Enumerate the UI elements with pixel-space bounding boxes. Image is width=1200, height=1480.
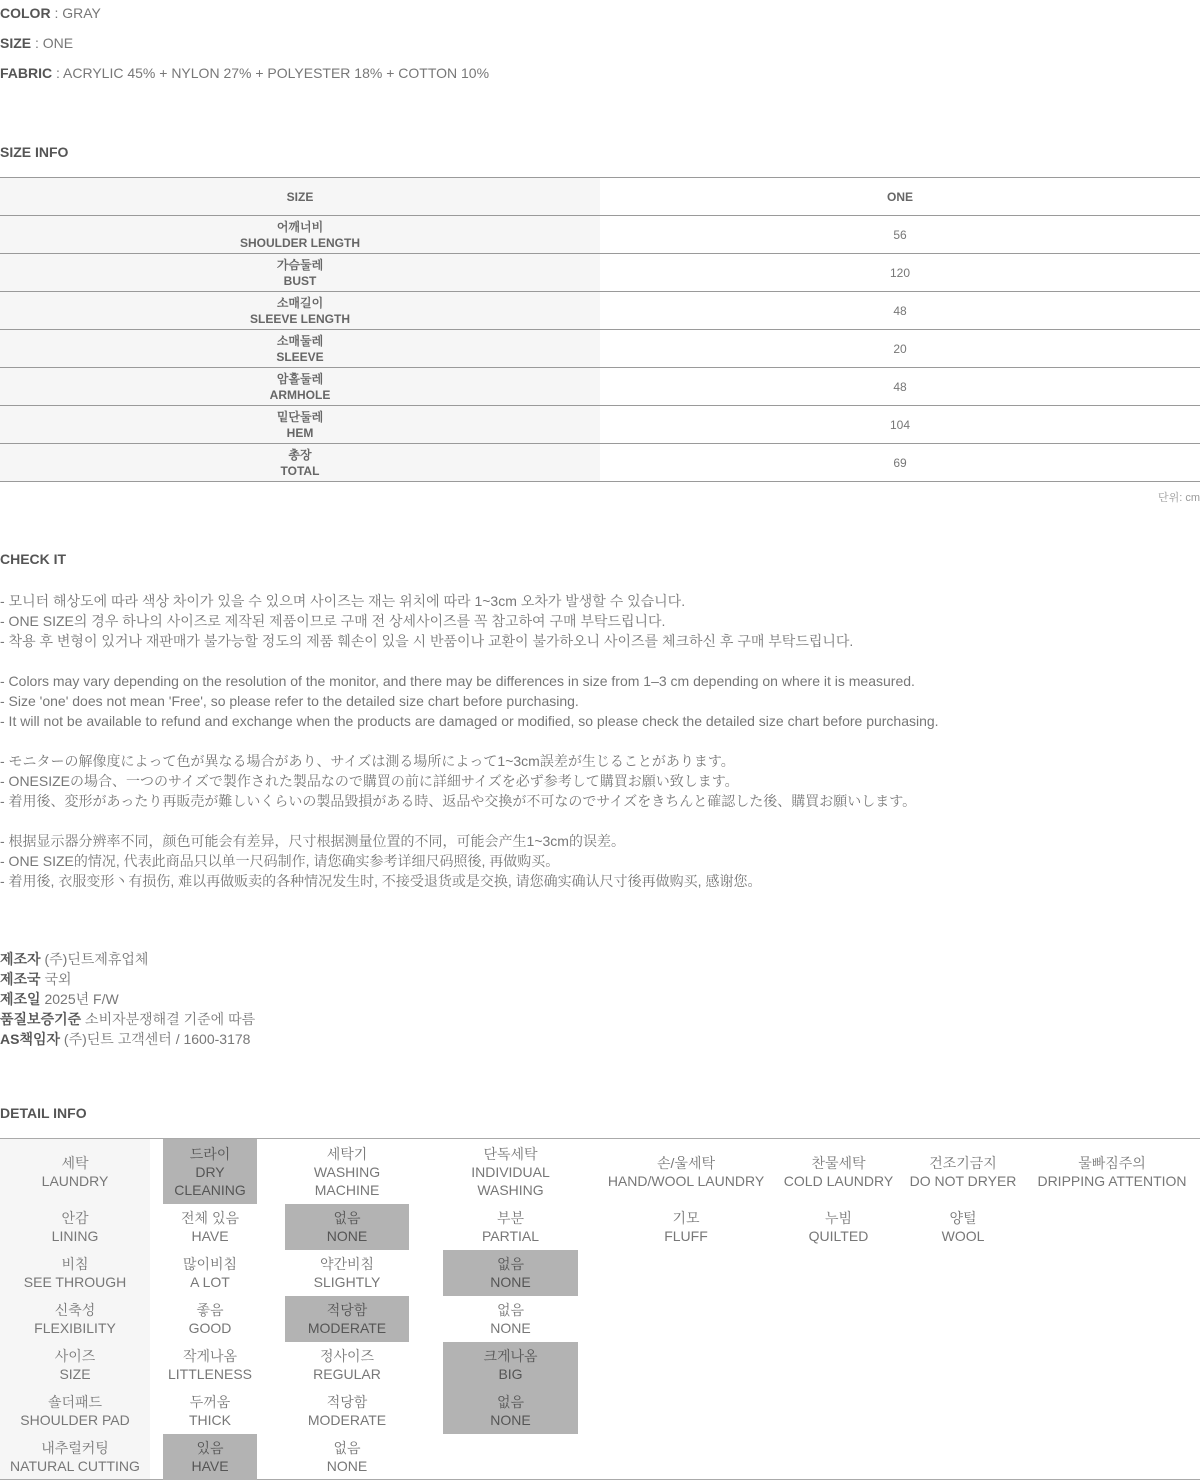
detail-option [285, 1250, 409, 1296]
detail-row-label [0, 1434, 150, 1480]
size-row-label [0, 216, 600, 254]
manufacturer-row [0, 1029, 255, 1049]
size-row-label-en: BUST [283, 273, 317, 288]
detail-option-text: 정사이즈 [319, 1348, 375, 1364]
size-row-value: 48 [600, 292, 1200, 330]
manufacturer-key: 제조일 [0, 991, 41, 1007]
detail-option [285, 1296, 409, 1342]
detail-row-label [0, 1204, 150, 1250]
size-row-label [0, 444, 600, 482]
detail-option [781, 1139, 896, 1204]
manufacturer-info [0, 949, 255, 1049]
size-row [0, 216, 1200, 254]
detail-option [163, 1296, 257, 1342]
manufacturer-key: AS책임자 [0, 1031, 61, 1047]
detail-option-text: 좋음 [196, 1302, 224, 1318]
detail-option-text: 있음 [196, 1440, 224, 1456]
detail-option-text: NONE [490, 1320, 531, 1336]
manufacturer-value: 2025년 F/W [44, 991, 119, 1007]
size-info-title: SIZE INFO [0, 144, 69, 160]
detail-option-text: 양털 [949, 1210, 977, 1226]
detail-option-text: MODERATE [307, 1320, 387, 1336]
spec-color: COLOR : GRAY [0, 5, 101, 21]
detail-option [906, 1204, 1020, 1250]
note-line: - Colors may vary depending on the resolution of the monitor, and there may be differences in size from 1–3 cm depending on where it is measured. [0, 673, 915, 689]
note-line: - Size 'one' does not mean 'Free', so please refer to the detailed size chart before purchasing. [0, 693, 579, 709]
size-row-value: 120 [600, 254, 1200, 292]
detail-option-text: WASHING MACHINE [313, 1163, 381, 1198]
note-line: - 着用後、変形があったり再販売が難しいくらいの製品毀損がある時、返品や交換が不可なのでサイズをきちんと確認した後、購買お願いします。 [0, 793, 917, 809]
spec-size: SIZE : ONE [0, 35, 74, 51]
manufacturer-row [0, 989, 255, 1009]
detail-label-text: NATURAL CUTTING [10, 1458, 140, 1474]
size-row-label-en: SHOULDER LENGTH [240, 235, 360, 250]
manufacturer-row [0, 949, 255, 969]
detail-option-text: 없음 [333, 1210, 361, 1226]
detail-option-text: 드라이 [189, 1145, 231, 1162]
detail-label-text: SIZE [59, 1366, 91, 1382]
detail-option [285, 1434, 409, 1480]
detail-label-text: SHOULDER PAD [20, 1412, 130, 1428]
detail-option [163, 1388, 257, 1434]
size-row-label-ko: 소매둘레 [276, 333, 324, 348]
detail-info-title: DETAIL INFO [0, 1105, 87, 1121]
manufacturer-value: 국외 [44, 971, 72, 987]
detail-option-text: 없음 [496, 1302, 525, 1318]
size-row-label [0, 368, 600, 406]
note-line: - 모니터 해상도에 따라 색상 차이가 있을 수 있으며 사이즈는 재는 위치에 따라 1~3cm 오차가 발생할 수 있습니다. [0, 593, 686, 609]
size-row-label [0, 254, 600, 292]
detail-option-text: HAND/WOOL LAUNDRY [607, 1172, 765, 1189]
size-row [0, 444, 1200, 482]
detail-option-text: HAVE [191, 1458, 229, 1474]
size-row-label-ko: 총장 [288, 447, 312, 462]
detail-option-text: QUILTED [808, 1228, 869, 1244]
detail-info-grid [0, 1138, 1200, 1480]
detail-label-text: 신축성 [54, 1302, 96, 1318]
detail-option [443, 1388, 578, 1434]
detail-option [1030, 1139, 1194, 1204]
spec-fabric-value: ACRYLIC 45% + NYLON 27% + POLYESTER 18% + COTTON 10% [63, 65, 490, 81]
detail-label-text: LINING [51, 1228, 99, 1244]
detail-option-text: 전체 있음 [181, 1210, 239, 1226]
detail-option [285, 1139, 409, 1204]
size-row-label [0, 292, 600, 330]
manufacturer-key: 제조자 [0, 951, 41, 967]
note-gap [0, 811, 939, 831]
detail-option-text: NONE [490, 1412, 531, 1428]
manufacturer-row [0, 969, 255, 989]
detail-option-text: 없음 [333, 1440, 361, 1456]
size-table [0, 177, 1200, 482]
size-row [0, 406, 1200, 444]
detail-option [443, 1296, 578, 1342]
detail-option-text: PARTIAL [481, 1228, 540, 1244]
detail-option-text: 적당함 [326, 1394, 368, 1410]
detail-option-text: A LOT [190, 1274, 230, 1290]
detail-label-text: 안감 [61, 1210, 89, 1226]
manufacturer-key: 제조국 [0, 971, 41, 987]
spec-color-key: COLOR [0, 5, 51, 21]
detail-option [163, 1204, 257, 1250]
detail-label-text: 세탁 [61, 1154, 89, 1171]
detail-option [163, 1342, 257, 1388]
detail-option [285, 1342, 409, 1388]
size-row-label [0, 330, 600, 368]
spec-fabric: FABRIC : ACRYLIC 45% + NYLON 27% + POLYESTER 18% + COTTON 10% [0, 65, 490, 81]
detail-label-text: FLEXIBILITY [34, 1320, 116, 1336]
detail-option-text: HAVE [191, 1228, 229, 1244]
spec-size-value: ONE [42, 35, 74, 51]
detail-row-label [0, 1342, 150, 1388]
manufacturer-value: (주)딘트제휴업체 [44, 951, 149, 967]
detail-label-text: 사이즈 [54, 1348, 96, 1364]
detail-option-text: NONE [326, 1458, 368, 1474]
size-row-value: 104 [600, 406, 1200, 444]
detail-option-text: 많이비침 [182, 1256, 238, 1272]
size-row [0, 254, 1200, 292]
size-row-label-ko: 밑단둘레 [276, 409, 324, 424]
size-row [0, 330, 1200, 368]
detail-option-text: 물빠짐주의 [1078, 1154, 1146, 1171]
detail-option-text: 단독세탁 [483, 1145, 538, 1162]
detail-option-text: NONE [326, 1228, 368, 1244]
detail-option [443, 1204, 578, 1250]
note-line: - 착용 후 변형이 있거나 재판매가 불가능할 정도의 제품 훼손이 있을 시 반품이나 교환이 불가하오니 사이즈를 체크하신 후 구매 부탁드립니다. [0, 633, 854, 649]
size-row-label-en: HEM [286, 425, 314, 440]
size-row-label-ko: 암홀둘레 [276, 371, 324, 386]
size-row-value: 20 [600, 330, 1200, 368]
detail-label-text: 숄더패드 [47, 1394, 103, 1410]
detail-option-text: 작게나옴 [182, 1348, 238, 1364]
detail-option-text: WOOL [941, 1228, 985, 1244]
detail-row-label [0, 1388, 150, 1434]
detail-option-text: REGULAR [313, 1366, 381, 1382]
detail-option-text: DO NOT DRYER [909, 1172, 1017, 1189]
size-header-value: ONE [600, 178, 1200, 216]
size-row-value: 69 [600, 444, 1200, 482]
detail-option-text: SLIGHTLY [313, 1274, 381, 1290]
detail-option [163, 1434, 257, 1480]
detail-row-label [0, 1296, 150, 1342]
detail-option-text: COLD LAUNDRY [783, 1172, 894, 1189]
manufacturer-value: (주)딘트 고객센터 / 1600-3178 [63, 1031, 251, 1047]
size-header-label: SIZE [0, 178, 600, 216]
detail-option-text: 손/울세탁 [657, 1154, 715, 1171]
note-line: - ONE SIZE의 경우 하나의 사이즈로 제작된 제품이므로 구매 전 상세사이즈를 꼭 참고하여 구매 부탁드립니다. [0, 613, 666, 629]
detail-option-text: 건조기금지 [929, 1154, 997, 1171]
check-it-title: CHECK IT [0, 551, 67, 567]
detail-option-text: GOOD [188, 1320, 232, 1336]
size-row-label-en: SLEEVE LENGTH [249, 311, 350, 326]
detail-option [606, 1204, 766, 1250]
size-row-label-en: TOTAL [280, 463, 320, 478]
detail-option [285, 1204, 409, 1250]
note-line: - ONESIZEの場合、一つのサイズで製作された製品なので購買の前に詳細サイズを必ず参考して購買お願い致します。 [0, 773, 739, 789]
detail-label-text: LAUNDRY [41, 1172, 109, 1189]
detail-option [163, 1139, 257, 1204]
note-line: - ONE SIZE的情况, 代表此商品只以单一尺码制作, 请您确实参考详细尺码照後, 再做购买。 [0, 853, 560, 869]
detail-option-text: 부분 [496, 1210, 525, 1226]
manufacturer-key: 품질보증기준 [0, 1011, 82, 1027]
detail-option [606, 1139, 766, 1204]
manufacturer-value: 소비자분쟁해결 기준에 따름 [85, 1011, 256, 1027]
detail-row-label [0, 1250, 150, 1296]
detail-option-text: MODERATE [307, 1412, 387, 1428]
detail-option-text: 누빔 [824, 1210, 853, 1226]
detail-option-text: 세탁기 [326, 1145, 368, 1162]
note-line: - 根据显示器分辨率不同，颜色可能会有差异，尺寸根据测量位置的不同，可能会产生1~3cm的误差。 [0, 833, 625, 849]
check-it-notes [0, 591, 939, 891]
detail-option-text: 없음 [496, 1256, 525, 1272]
detail-option-text: THICK [189, 1412, 231, 1428]
detail-option-text: DRY [195, 1163, 225, 1180]
size-row-label-en: ARMHOLE [269, 387, 331, 402]
detail-option-text: DRIPPING ATTENTION [1037, 1172, 1187, 1189]
detail-option-text: 적당함 [326, 1302, 368, 1318]
detail-label-text: 비침 [61, 1256, 89, 1272]
detail-option-text: INDIVIDUAL WASHING [471, 1163, 550, 1198]
size-row-label-ko: 어깨너비 [276, 219, 324, 234]
size-row-value: 48 [600, 368, 1200, 406]
note-gap [0, 651, 939, 671]
detail-option-text: FLUFF [664, 1228, 708, 1244]
spec-color-value: GRAY [62, 5, 101, 21]
size-table-header [0, 178, 1200, 216]
detail-option [443, 1250, 578, 1296]
detail-option [443, 1342, 578, 1388]
detail-option [906, 1139, 1020, 1204]
spec-fabric-key: FABRIC [0, 65, 53, 81]
detail-option-text: 없음 [496, 1394, 525, 1410]
manufacturer-row [0, 1009, 255, 1029]
size-row-label-ko: 소매길이 [276, 295, 324, 310]
detail-label-text: 내추럴커팅 [41, 1440, 109, 1456]
detail-option [781, 1204, 896, 1250]
spec-size-key: SIZE [0, 35, 32, 51]
detail-option-text: NONE [490, 1274, 531, 1290]
detail-option-text: 약간비침 [319, 1256, 375, 1272]
detail-option-text: CLEANING [174, 1181, 246, 1198]
detail-row-label [0, 1139, 150, 1204]
note-gap [0, 731, 939, 751]
size-row [0, 292, 1200, 330]
detail-option-text: 크게나옴 [483, 1348, 538, 1364]
size-row-value: 56 [600, 216, 1200, 254]
detail-option [285, 1388, 409, 1434]
size-row-label-en: SLEEVE [276, 349, 324, 364]
size-row-label [0, 406, 600, 444]
detail-option-text: 기모 [672, 1210, 700, 1226]
size-row [0, 368, 1200, 406]
detail-label-text: SEE THROUGH [23, 1274, 127, 1290]
detail-option-text: BIG [498, 1366, 523, 1382]
detail-option [163, 1250, 257, 1296]
note-line: - It will not be available to refund and exchange when the products are damaged or modified, so please check the detailed size chart before purchasing. [0, 713, 939, 729]
detail-option-text: 찬물세탁 [811, 1154, 866, 1171]
size-row-label-ko: 가슴둘레 [276, 257, 324, 272]
note-line: - 着用後, 衣服变形丶有损伤, 难以再做贩卖的各种情况发生时, 不接受退货或是交换, 请您确实确认尺寸後再做购买, 感谢您。 [0, 873, 762, 889]
detail-option-text: LITTLENESS [167, 1366, 253, 1382]
note-line: - モニターの解像度によって色が異なる場合があり、サイズは測る場所によって1~3cm誤差が生じることがあります。 [0, 753, 735, 769]
detail-option [443, 1139, 578, 1204]
size-unit-note: 단위: cm [1157, 492, 1200, 504]
detail-option-text: 두꺼움 [189, 1394, 231, 1410]
